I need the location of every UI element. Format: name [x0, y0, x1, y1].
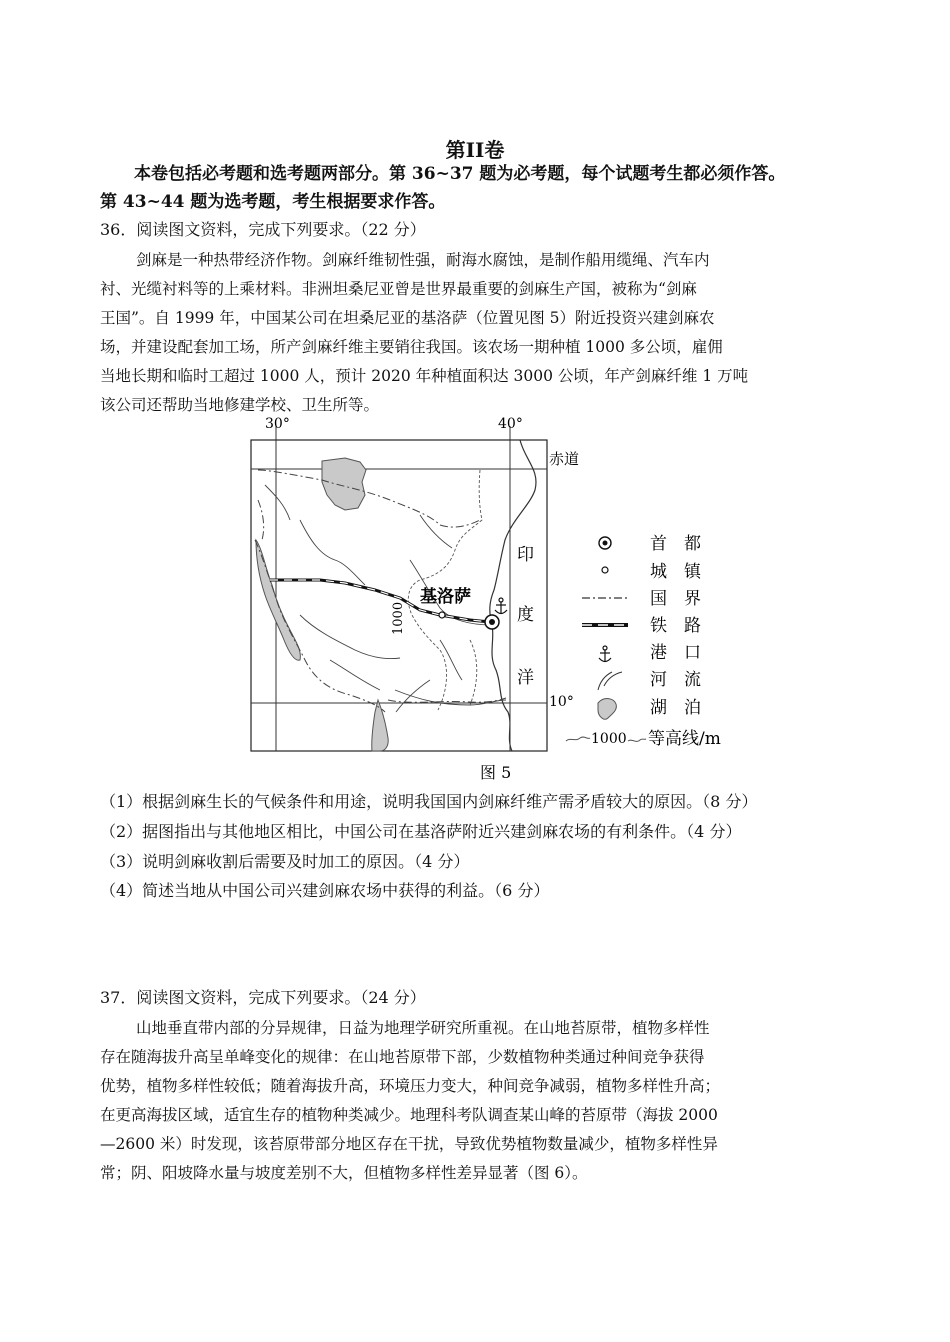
paragraph-line: 山地垂直带内部的分异规律，日益为地理学研究所重视。在山地苔原带，植物多样性: [136, 1019, 710, 1037]
contour-label: 1000: [391, 601, 406, 635]
figure-5-map: [240, 410, 760, 790]
national-border: [255, 540, 385, 712]
national-border: [258, 470, 480, 527]
legend-border: 国 界: [650, 589, 701, 609]
paragraph-line: 衬、光缆衬料等的上乘材料。非洲坦桑尼亚曾是世界最重要的剑麻生产国，被称为“剑麻: [100, 280, 697, 298]
lake-malawi: [372, 700, 388, 751]
question-36-heading: 36．阅读图文资料，完成下列要求。（22 分）: [100, 220, 426, 239]
legend-port: 港 口: [650, 643, 701, 663]
paragraph-line: 当地长期和临时工超过 1000 人，预计 2020 年种植面积达 3000 公顷，年产剑麻纤维 1 万吨: [100, 367, 749, 385]
lat-label-10: 10°: [549, 694, 574, 710]
paragraph-line: 常；阴、阳坡降水量与坡度差别不大，但植物多样性差异显著（图 6）。: [100, 1164, 588, 1182]
legend-river: 河 流: [650, 670, 701, 690]
river: [396, 680, 430, 712]
legend-railway: 铁 路: [650, 616, 701, 636]
paragraph-line: 在更高海拔区域，适宜生存的植物种类减少。地理科考队调查某山峰的苔原带（海拔 2000: [100, 1106, 718, 1124]
section-title: 第II卷: [445, 138, 505, 162]
question-36-subquestions: [100, 787, 860, 905]
question-36-paragraph: [100, 246, 860, 420]
map-legend: [566, 534, 721, 749]
river: [300, 520, 365, 585]
national-border: [258, 500, 264, 540]
question-37-heading: 37．阅读图文资料，完成下列要求。（24 分）: [100, 988, 426, 1007]
paragraph-line: 存在随海拔升高呈单峰变化的规律：在山地苔原带下部，少数植物种类通过种间竞争获得: [100, 1048, 705, 1066]
river: [300, 615, 400, 659]
legend-town: 城 镇: [650, 562, 701, 582]
figure-caption: 图 5: [480, 763, 512, 782]
river: [330, 660, 380, 690]
paragraph-line: 王国”。自 1999 年，中国某公司在坦桑尼亚的基洛萨（位置见图 5）附近投资兴建剑麻农: [100, 309, 715, 327]
port-icon: [495, 598, 507, 614]
town-label: 基洛萨: [420, 587, 471, 607]
subquestion-3: （3）说明剑麻收割后需要及时加工的原因。（4 分）: [100, 852, 470, 871]
legend-contour: 等高线/m: [648, 729, 721, 749]
ocean-label-2: 度: [517, 605, 534, 625]
lake-victoria: [322, 458, 366, 510]
paragraph-line: 剑麻是一种热带经济作物。剑麻纤维韧性强，耐海水腐蚀，是制作船用缆绳、汽车内: [136, 251, 710, 269]
port-legend-icon: [599, 646, 611, 662]
intro-line-1: 本卷包括必考题和选考题两部分。第 36~37 题为必考题，每个试题考生都必须作答。: [134, 164, 786, 184]
town-kilosa: [439, 612, 445, 618]
legend-lake: 湖 泊: [650, 698, 701, 718]
river-icon: [598, 672, 612, 690]
subquestion-1: （1）根据剑麻生长的气候条件和用途，说明我国国内剑麻纤维产需矛盾较大的原因。（8 分）: [100, 792, 758, 811]
coastline: [490, 440, 536, 751]
section-intro: [100, 160, 860, 216]
contour-1000: [470, 640, 477, 705]
intro-line-2: 第 43~44 题为选考题，考生根据要求作答。: [100, 192, 446, 212]
river: [440, 640, 462, 680]
paragraph-line: 场，并建设配套加工场，所产剑麻纤维主要销往我国。该农场一期种植 1000 多公顷，雇佣: [100, 338, 723, 356]
ocean-label-1: 印: [517, 545, 534, 565]
paragraph-line: 该公司还帮助当地修建学校、卫生所等。: [100, 396, 380, 414]
town-icon: [602, 567, 608, 573]
lat-label-equator: 赤道: [549, 450, 580, 468]
river: [265, 485, 290, 520]
ocean-label-3: 洋: [517, 668, 534, 688]
subquestion-2: （2）据图指出与其他地区相比，中国公司在基洛萨附近兴建剑麻农场的有利条件。（4 分）: [100, 822, 742, 841]
paragraph-line: 优势，植物多样性较低；随着海拔升高，环境压力变大，种间竞争减弱，植物多样性升高；: [100, 1077, 721, 1095]
legend-contour-value: 1000: [591, 731, 627, 747]
question-37-paragraph: [100, 1014, 860, 1188]
contour-icon: [566, 737, 590, 741]
map-frame: [251, 440, 547, 751]
capital-dot: [489, 619, 495, 625]
lake-icon: [598, 699, 616, 720]
lon-label-30: 30°: [265, 416, 290, 432]
lon-label-40: 40°: [498, 416, 523, 432]
subquestion-4: （4）简述当地从中国公司兴建剑麻农场中获得的利益。（6 分）: [100, 881, 550, 900]
river: [420, 515, 452, 548]
paragraph-line: —2600 米）时发现，该苔原带部分地区存在干扰，导致优势植物数量减少，植物多样性异: [100, 1135, 718, 1153]
legend-capital: 首 都: [650, 534, 701, 554]
